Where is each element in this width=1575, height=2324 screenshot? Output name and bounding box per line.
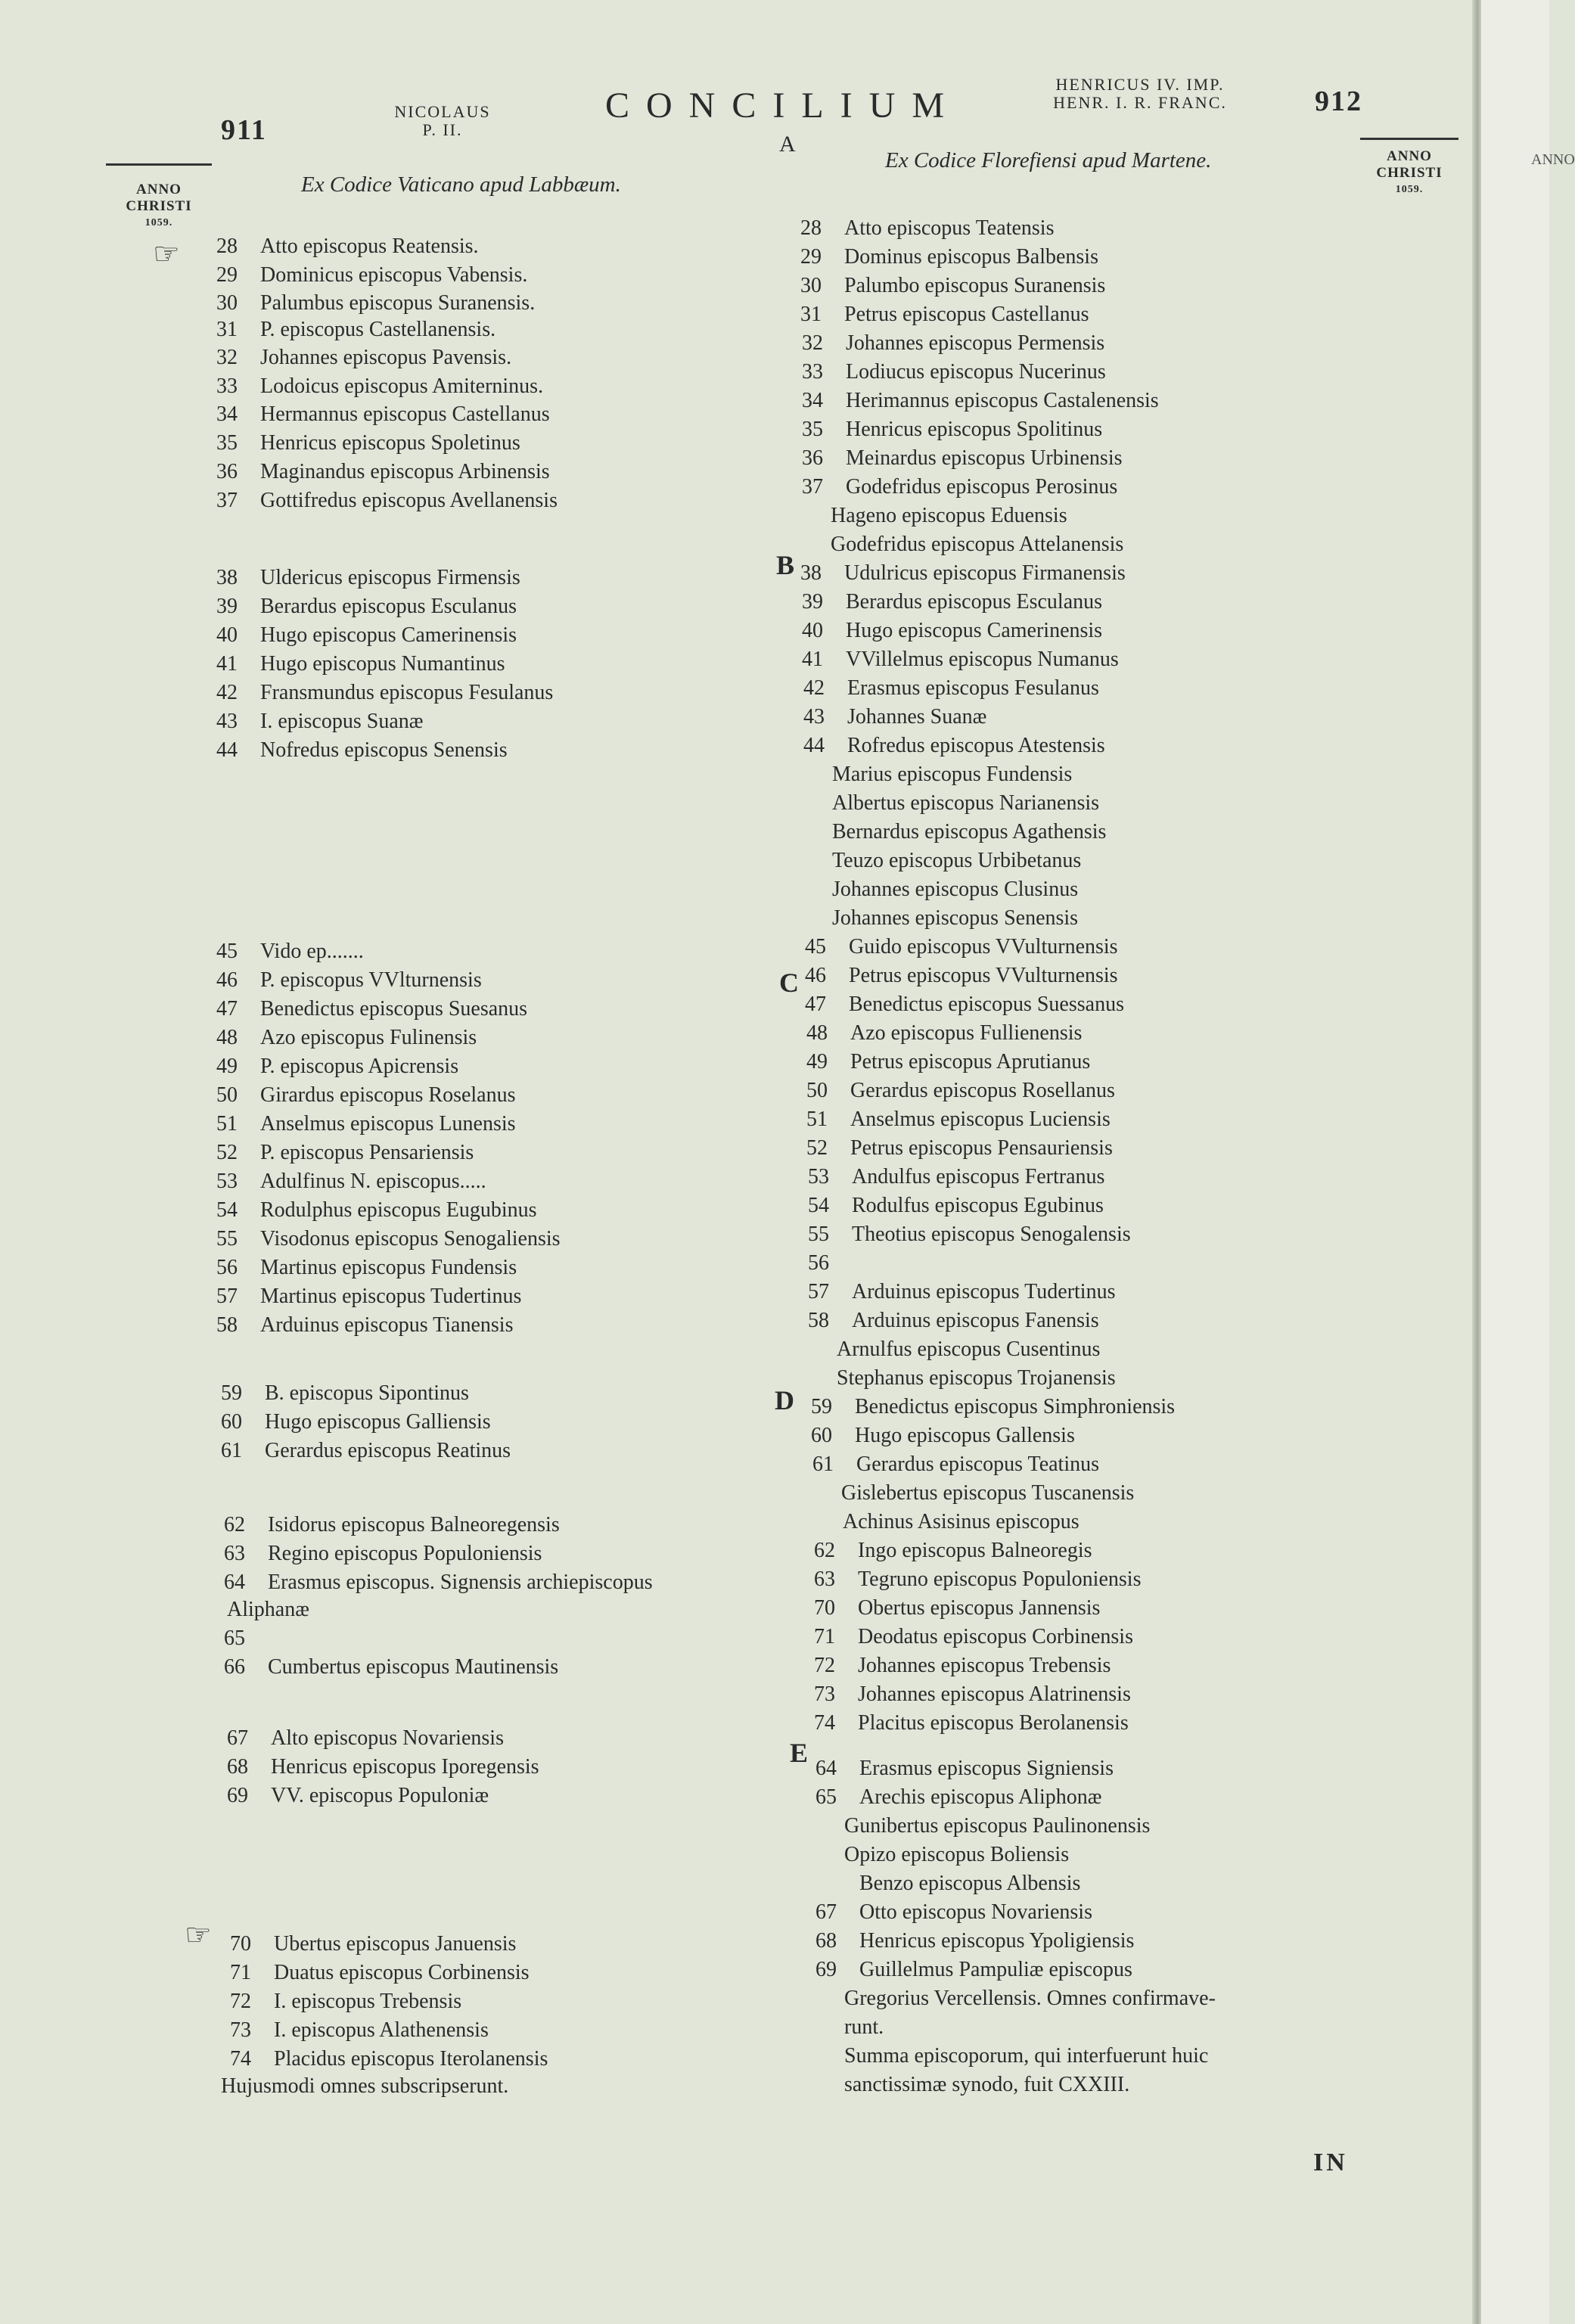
entry-number: 63 (224, 1542, 245, 1565)
entry-text: Guido episcopus VVulturnensis (849, 935, 1118, 958)
entry-number: 57 (216, 1285, 238, 1308)
entry-text: Johannes episcopus Permensis (846, 331, 1105, 355)
entry-number: 48 (216, 1026, 238, 1049)
entry-text: Hermannus episcopus Castellanus (260, 402, 550, 426)
entry-number: 53 (216, 1170, 238, 1193)
year-label: 1059. (1395, 184, 1424, 195)
left-running-head (378, 103, 507, 139)
entry-text: Obertus episcopus Jannensis (858, 1596, 1101, 1620)
entry-text: Benedictus episcopus Simphroniensis (855, 1395, 1176, 1418)
entry-number: 35 (802, 418, 823, 441)
entry-text: Adulfinus N. episcopus..... (260, 1170, 486, 1193)
entry-text: Johannes episcopus Trebensis (858, 1654, 1111, 1677)
christi-label: CHRISTI (126, 198, 192, 214)
entry-text: Petrus episcopus VVulturnensis (849, 964, 1118, 987)
entry-text: Erasmus episcopus Fesulanus (847, 676, 1099, 700)
entry-text: Hugo episcopus Camerinensis (260, 623, 517, 647)
section-mark-a: A (779, 132, 796, 157)
entry-text: Udulricus episcopus Firmanensis (844, 561, 1126, 585)
entry-number: 65 (224, 1626, 245, 1650)
entry-text: Hageno episcopus Eduensis (831, 504, 1067, 527)
entry-text: Andulfus episcopus Fertranus (852, 1165, 1105, 1188)
entry-text: Arechis episcopus Aliphonæ (859, 1785, 1102, 1809)
entry-text: Hugo episcopus Galliensis (265, 1410, 491, 1434)
entry-text: sanctissimæ synodo, fuit CXXIII. (844, 2073, 1130, 2096)
entry-text: Gunibertus episcopus Paulinonensis (844, 1814, 1151, 1838)
entry-number: 36 (802, 446, 823, 470)
entry-text: Martinus episcopus Fundensis (260, 1256, 517, 1279)
entry-text: Ingo episcopus Balneoregis (858, 1539, 1092, 1562)
entry-text: Placidus episcopus Iterolanensis (274, 2047, 548, 2071)
entry-number: 58 (216, 1313, 238, 1337)
entry-text: Henricus episcopus Ypoligiensis (859, 1929, 1135, 1953)
entry-text: Aliphanæ (227, 1598, 309, 1621)
entry-number: 62 (224, 1513, 245, 1536)
section-mark-b: B (776, 550, 795, 580)
entry-number: 68 (227, 1755, 248, 1779)
entry-text: Tegruno episcopus Populoniensis (858, 1567, 1142, 1591)
entry-number: 54 (808, 1194, 829, 1217)
entry-number: 58 (808, 1309, 829, 1332)
entry-text: Atto episcopus Teatensis (844, 216, 1055, 240)
entry-text: P. episcopus VVlturnensis (260, 968, 482, 992)
entry-text: Bernardus episcopus Agathensis (832, 820, 1107, 844)
entry-number: 45 (805, 935, 826, 958)
entry-number: 46 (805, 964, 826, 987)
entry-number: 60 (221, 1410, 242, 1434)
entry-text: I. episcopus Trebensis (274, 1990, 462, 2013)
entry-number: 30 (216, 291, 238, 315)
entry-text: Achinus Asisinus episcopus (843, 1510, 1080, 1533)
entry-text: P. episcopus Pensariensis (260, 1141, 474, 1164)
entry-text: Atto episcopus Reatensis. (260, 235, 479, 258)
entry-text: Hugo episcopus Camerinensis (846, 619, 1103, 642)
entry-number: 43 (216, 710, 238, 733)
entry-text: Regino episcopus Populoniensis (268, 1542, 542, 1565)
entry-text: Nofredus episcopus Senensis (260, 738, 508, 762)
entry-number: 32 (802, 331, 823, 355)
entry-number: 72 (814, 1654, 835, 1677)
entry-number: 48 (806, 1021, 828, 1045)
entry-text: Johannes Suanæ (847, 705, 987, 729)
left-column-subtitle: Ex Codice Vaticano apud Labbæum. (301, 172, 621, 197)
running-head-line: HENRICUS IV. IMP. (1055, 75, 1225, 94)
entry-number: 38 (216, 566, 238, 589)
entry-number: 38 (800, 561, 822, 585)
entry-text: Summa episcoporum, qui interfuerunt huic (844, 2044, 1209, 2068)
entry-text: VVillelmus episcopus Numanus (846, 648, 1119, 671)
entry-text: Meinardus episcopus Urbinensis (846, 446, 1123, 470)
entry-number: 42 (803, 676, 825, 700)
entry-number: 69 (815, 1958, 837, 1981)
right-margin-rule (1360, 138, 1459, 140)
entry-text: Arduinus episcopus Tianensis (260, 1313, 514, 1337)
pointing-hand-icon: ☞ (153, 237, 180, 271)
entry-text: Anselmus episcopus Luciensis (850, 1108, 1111, 1131)
entry-text: Alto episcopus Novariensis (271, 1726, 504, 1750)
entry-text: Hujusmodi omnes subscripserunt. (221, 2074, 509, 2098)
entry-number: 41 (802, 648, 823, 671)
entry-number: 32 (216, 346, 238, 369)
pointing-hand-icon: ☞ (185, 1918, 212, 1952)
entry-text: Martinus episcopus Tudertinus (260, 1285, 522, 1308)
entry-text: Gottifredus episcopus Avellanensis (260, 489, 558, 512)
entry-number: 47 (805, 993, 826, 1016)
entry-text: VV. episcopus Populoniæ (271, 1784, 489, 1807)
anno-label: ANNO (136, 182, 182, 197)
entry-number: 56 (216, 1256, 238, 1279)
entry-text: Herimannus episcopus Castalenensis (846, 389, 1159, 412)
entry-text: Hugo episcopus Gallensis (855, 1424, 1075, 1447)
entry-text: I. episcopus Alathenensis (274, 2018, 489, 2042)
entry-text: Girardus episcopus Roselanus (260, 1083, 516, 1107)
entry-number: 45 (216, 940, 238, 963)
entry-number: 37 (802, 475, 823, 499)
entry-text: Arnulfus episcopus Cusentinus (837, 1338, 1101, 1361)
right-running-head (1030, 76, 1250, 112)
entry-text: Berardus episcopus Esculanus (260, 595, 517, 618)
entry-number: 47 (216, 997, 238, 1021)
entry-number: 67 (815, 1900, 837, 1924)
entry-text: Fransmundus episcopus Fesulanus (260, 681, 554, 704)
entry-text: Palumbo episcopus Suranensis (844, 274, 1106, 297)
catchword: IN (1313, 2148, 1348, 2176)
entry-number: 40 (216, 623, 238, 647)
entry-text: Petrus episcopus Aprutianus (850, 1050, 1091, 1073)
entry-text: Placitus episcopus Berolanensis (858, 1711, 1129, 1735)
entry-number: 52 (806, 1136, 828, 1160)
entry-number: 74 (230, 2047, 251, 2071)
entry-number: 34 (216, 402, 238, 426)
entry-text: Johannes episcopus Pavensis. (260, 346, 512, 369)
entry-text: Erasmus episcopus. Signensis archiepiscopus (268, 1571, 653, 1594)
entry-text: P. episcopus Apicrensis (260, 1055, 459, 1078)
entry-number: 28 (216, 235, 238, 258)
entry-text: Erasmus episcopus Signiensis (859, 1757, 1114, 1780)
entry-number: 71 (230, 1961, 251, 1984)
entry-text: Dominus episcopus Balbensis (844, 245, 1098, 269)
entry-text: I. episcopus Suanæ (260, 710, 424, 733)
entry-text: Guillelmus Pampuliæ episcopus (859, 1958, 1132, 1981)
entry-number: 44 (216, 738, 238, 762)
entry-text: Uldericus episcopus Firmensis (260, 566, 520, 589)
entry-number: 39 (802, 590, 823, 614)
entry-text: Theotius episcopus Senogalensis (852, 1223, 1131, 1246)
entry-text: Azo episcopus Fulinensis (260, 1026, 477, 1049)
entry-text: Johannes episcopus Alatrinensis (858, 1682, 1131, 1706)
entry-number: 49 (216, 1055, 238, 1078)
page-title: CONCILIUM (605, 85, 961, 126)
entry-text: B. episcopus Sipontinus (265, 1381, 469, 1405)
entry-number: 29 (216, 263, 238, 287)
entry-number: 60 (811, 1424, 832, 1447)
entry-text: Albertus episcopus Narianensis (832, 791, 1100, 815)
entry-number: 64 (224, 1571, 245, 1594)
entry-text: Ubertus episcopus Januensis (274, 1932, 517, 1956)
entry-number: 31 (216, 318, 238, 341)
entry-number: 59 (811, 1395, 832, 1418)
entry-number: 42 (216, 681, 238, 704)
entry-number: 33 (802, 360, 823, 384)
entry-text: Otto episcopus Novariensis (859, 1900, 1092, 1924)
entry-number: 34 (802, 389, 823, 412)
left-page-number: 911 (221, 114, 267, 146)
entry-text: Gerardus episcopus Teatinus (856, 1452, 1100, 1476)
entry-number: 64 (815, 1757, 837, 1780)
entry-number: 59 (221, 1381, 242, 1405)
entry-text: Benedictus episcopus Suesanus (260, 997, 528, 1021)
entry-text: Rodulphus episcopus Eugubinus (260, 1198, 537, 1222)
entry-number: 55 (808, 1223, 829, 1246)
entry-number: 73 (230, 2018, 251, 2042)
entry-text: Dominicus episcopus Vabensis. (260, 263, 528, 287)
entry-number: 53 (808, 1165, 829, 1188)
section-mark-d: D (775, 1385, 794, 1415)
entry-number: 61 (221, 1439, 242, 1462)
right-anno-note (1360, 148, 1459, 198)
entry-text: Gerardus episcopus Rosellanus (850, 1079, 1115, 1102)
entry-text: Johannes episcopus Senensis (832, 906, 1079, 930)
entry-text: runt. (844, 2015, 884, 2039)
entry-number: 43 (803, 705, 825, 729)
entry-text: Anselmus episcopus Lunensis (260, 1112, 516, 1136)
entry-text: Visodonus episcopus Senogaliensis (260, 1227, 561, 1251)
entry-number: 51 (216, 1112, 238, 1136)
entry-text: Petrus episcopus Castellanus (844, 303, 1089, 326)
year-label: 1059. (144, 217, 173, 228)
entry-text: Lodiucus episcopus Nucerinus (846, 360, 1106, 384)
entry-number: 70 (230, 1932, 251, 1956)
entry-text: Vido ep....... (260, 940, 364, 963)
entry-number: 44 (803, 734, 825, 757)
entry-number: 40 (802, 619, 823, 642)
entry-text: Godefridus episcopus Perosinus (846, 475, 1118, 499)
entry-number: 66 (224, 1655, 245, 1679)
entry-text: Godefridus episcopus Attelanensis (831, 533, 1124, 556)
entry-text: Berardus episcopus Esculanus (846, 590, 1103, 614)
entry-text: Lodoicus episcopus Amiterninus. (260, 374, 544, 398)
entry-number: 54 (216, 1198, 238, 1222)
entry-number: 61 (812, 1452, 834, 1476)
right-column-subtitle: Ex Codice Florefiensi apud Martene. (885, 148, 1212, 172)
entry-text: Rofredus episcopus Atestensis (847, 734, 1105, 757)
entry-number: 33 (216, 374, 238, 398)
right-page-number: 912 (1315, 85, 1362, 117)
entry-number: 50 (216, 1083, 238, 1107)
entry-text: Cumbertus episcopus Mautinensis (268, 1655, 559, 1679)
entry-text: Arduinus episcopus Tudertinus (852, 1280, 1116, 1303)
entry-text: Teuzo episcopus Urbibetanus (832, 849, 1082, 872)
entry-number: 65 (815, 1785, 837, 1809)
entry-number: 74 (814, 1711, 835, 1735)
entry-number: 55 (216, 1227, 238, 1251)
entry-number: 63 (814, 1567, 835, 1591)
entry-text: P. episcopus Castellanensis. (260, 318, 496, 341)
entry-text: Henricus episcopus Iporegensis (271, 1755, 539, 1779)
entry-text: Stephanus episcopus Trojanensis (837, 1366, 1116, 1390)
entry-number: 46 (216, 968, 238, 992)
christi-label: CHRISTI (1376, 165, 1443, 181)
entry-text: Benedictus episcopus Suessanus (849, 993, 1124, 1016)
entry-number: 39 (216, 595, 238, 618)
running-head-line: NICOLAUS (394, 102, 491, 121)
entry-number: 73 (814, 1682, 835, 1706)
entry-number: 50 (806, 1079, 828, 1102)
entry-text: Marius episcopus Fundensis (832, 763, 1073, 786)
entry-text: Arduinus episcopus Fanensis (852, 1309, 1099, 1332)
entry-text: Palumbus episcopus Suranensis. (260, 291, 536, 315)
entry-number: 31 (800, 303, 822, 326)
entry-text: Rodulfus episcopus Egubinus (852, 1194, 1104, 1217)
left-anno-note (106, 182, 212, 231)
entry-number: 56 (808, 1251, 829, 1275)
entry-number: 67 (227, 1726, 248, 1750)
section-mark-c: C (779, 968, 799, 998)
entry-number: 28 (800, 216, 822, 240)
entry-number: 35 (216, 431, 238, 455)
entry-number: 51 (806, 1108, 828, 1131)
entry-number: 49 (806, 1050, 828, 1073)
section-mark-e: E (790, 1738, 809, 1768)
entry-text: Gerardus episcopus Reatinus (265, 1439, 511, 1462)
entry-number: 62 (814, 1539, 835, 1562)
entry-number: 37 (216, 489, 238, 512)
entry-text: Azo episcopus Fullienensis (850, 1021, 1083, 1045)
entry-text: Deodatus episcopus Corbinensis (858, 1625, 1133, 1648)
entry-text: Gislebertus episcopus Tuscanensis (841, 1481, 1135, 1505)
entry-number: 69 (227, 1784, 248, 1807)
entry-number: 72 (230, 1990, 251, 2013)
entry-text: Opizo episcopus Boliensis (844, 1843, 1070, 1866)
entry-text: Gregorius Vercellensis. Omnes confirmave- (844, 1987, 1216, 2010)
entry-number: 30 (800, 274, 822, 297)
entry-text: Isidorus episcopus Balneoregensis (268, 1513, 560, 1536)
entry-text: Johannes episcopus Clusinus (832, 878, 1079, 901)
entry-text: Henricus episcopus Spoletinus (260, 431, 520, 455)
entry-text: Petrus episcopus Pensauriensis (850, 1136, 1113, 1160)
entry-text: Henricus episcopus Spolitinus (846, 418, 1103, 441)
entry-number: 29 (800, 245, 822, 269)
entry-number: 71 (814, 1625, 835, 1648)
entry-number: 41 (216, 652, 238, 676)
anno-label: ANNO (1387, 148, 1432, 164)
entry-text: Hugo episcopus Numantinus (260, 652, 505, 676)
left-margin-rule (106, 163, 212, 166)
entry-text: Maginandus episcopus Arbinensis (260, 460, 550, 483)
running-head-line: HENR. I. R. FRANC. (1053, 93, 1227, 112)
entry-number: 36 (216, 460, 238, 483)
entry-number: 70 (814, 1596, 835, 1620)
entry-number: 68 (815, 1929, 837, 1953)
running-head-line: P. II. (422, 120, 463, 139)
next-page-fragment: ANNO (1531, 151, 1575, 168)
entry-text: Benzo episcopus Albensis (859, 1872, 1081, 1895)
entry-number: 57 (808, 1280, 829, 1303)
entry-text: Duatus episcopus Corbinensis (274, 1961, 530, 1984)
entry-number: 52 (216, 1141, 238, 1164)
